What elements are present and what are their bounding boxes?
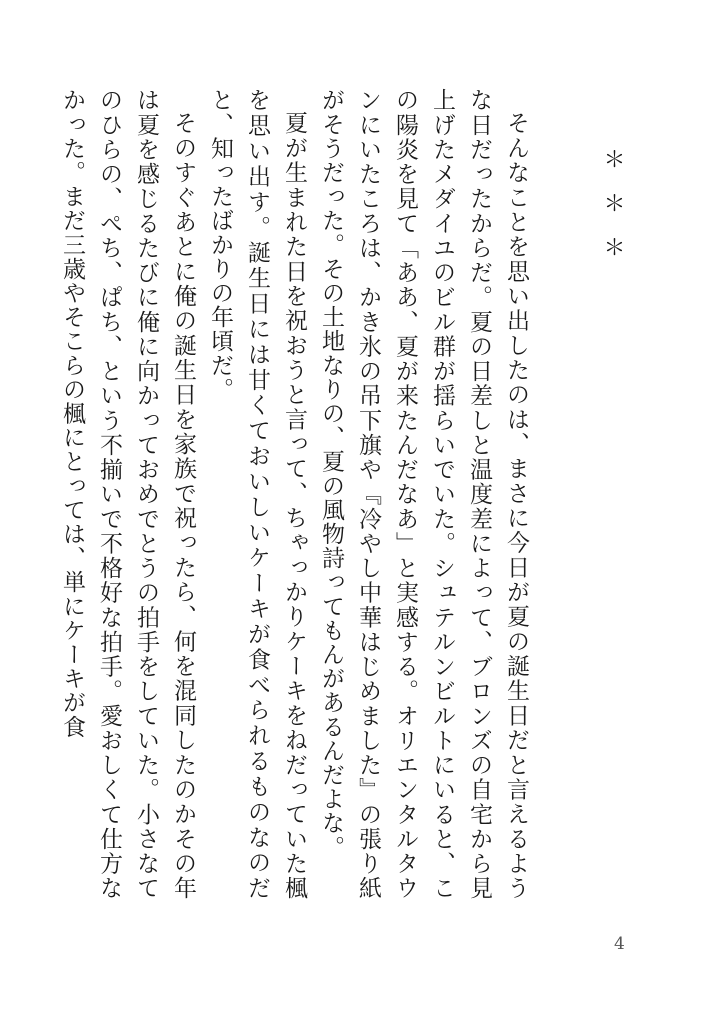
paragraph-3: そのすぐあとに俺の誕生日を家族で祝ったら、何を混同したのかその年は夏を感じるたびに俺に向かっておめでとうの拍手をしていた。小さなてのひらの、ぺち、ぱち、という不揃いで不格好な拍手。愛おしくて仕方なかった。まだ三歳やそこらの楓にとっては、単にケーキが食 bbox=[59, 88, 196, 900]
body-text bbox=[53, 88, 534, 900]
paragraph-1: そんなことを思い出したのは、まさに今日が夏の誕生日だと言えるような日だったからだ。夏の日差しと温度差によって、ブロンズの自宅から見上げたメダイユのビル群が揺らいでいた。シュテルンビルトにいると、この陽炎を見て「ああ、夏が来たんだなあ」と実感する。オリエンタルタウンにいたころは、かき氷の吊下旗や『冷やし中華はじめました』の張り紙がそうだった。その土地なりの、夏の風物詩ってもんがあるんだよな。 bbox=[318, 88, 529, 900]
paragraph-2: 夏が生まれた日を祝おうと言って、ちゃっかりケーキをねだっていた楓を思い出す。誕生日には甘くておいしいケーキが食べられるものなのだと、知ったばかりの年頃だ。 bbox=[207, 88, 307, 900]
page-number: 4 bbox=[614, 934, 625, 954]
section-break-asterisks: ＊＊＊ bbox=[600, 148, 625, 280]
